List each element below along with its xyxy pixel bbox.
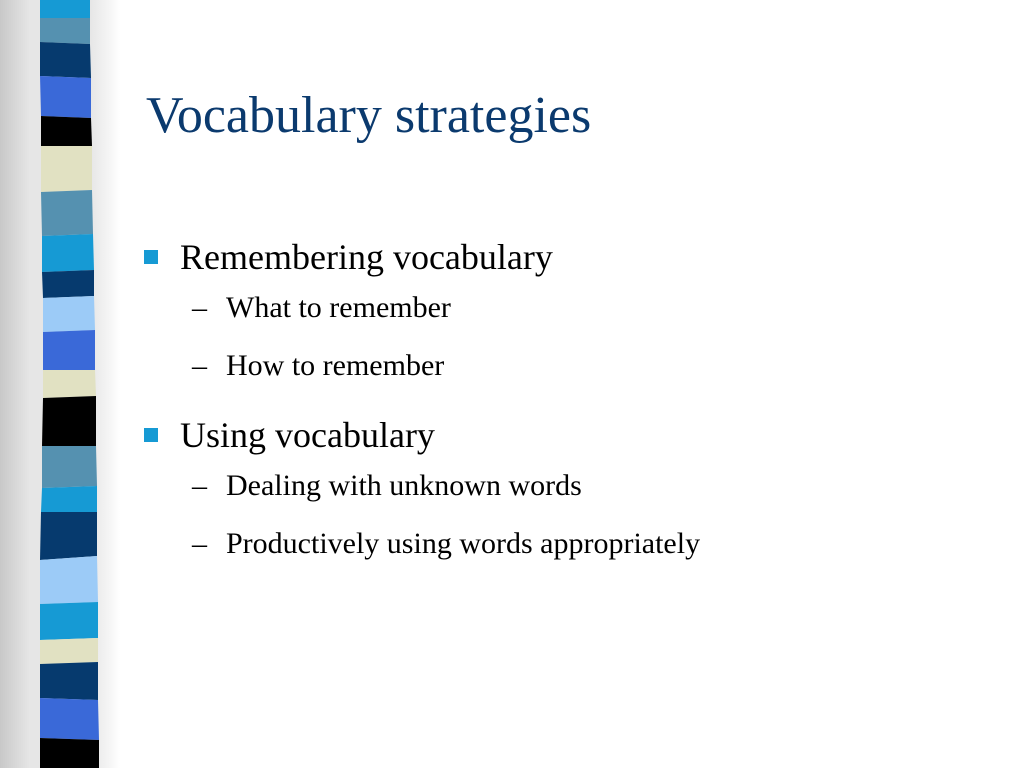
sub-bullet-text: Dealing with unknown words <box>226 469 582 502</box>
sub-bullet-text: How to remember <box>226 349 445 382</box>
sub-bullet-text: What to remember <box>226 291 451 324</box>
dash-marker: – <box>192 291 207 324</box>
bullet-text: Remembering vocabulary <box>180 237 553 277</box>
sub-bullet-item <box>144 466 1004 524</box>
bullet-item <box>144 234 1004 288</box>
decorative-color-strip <box>0 0 120 768</box>
sub-bullet-item <box>144 288 1004 346</box>
dash-marker: – <box>192 527 207 560</box>
square-bullet-icon <box>144 250 158 264</box>
slide-body <box>144 234 1004 582</box>
square-bullet-icon <box>144 428 158 442</box>
dash-marker: – <box>192 469 207 502</box>
bullet-item <box>144 412 1004 466</box>
sub-bullet-text: Productively using words appropriately <box>226 527 701 560</box>
slide-title: Vocabulary strategies <box>146 87 592 144</box>
dash-marker: – <box>192 349 207 382</box>
sub-bullet-item <box>144 524 1004 582</box>
bullet-text: Using vocabulary <box>180 415 435 455</box>
sub-bullet-item <box>144 346 1004 412</box>
